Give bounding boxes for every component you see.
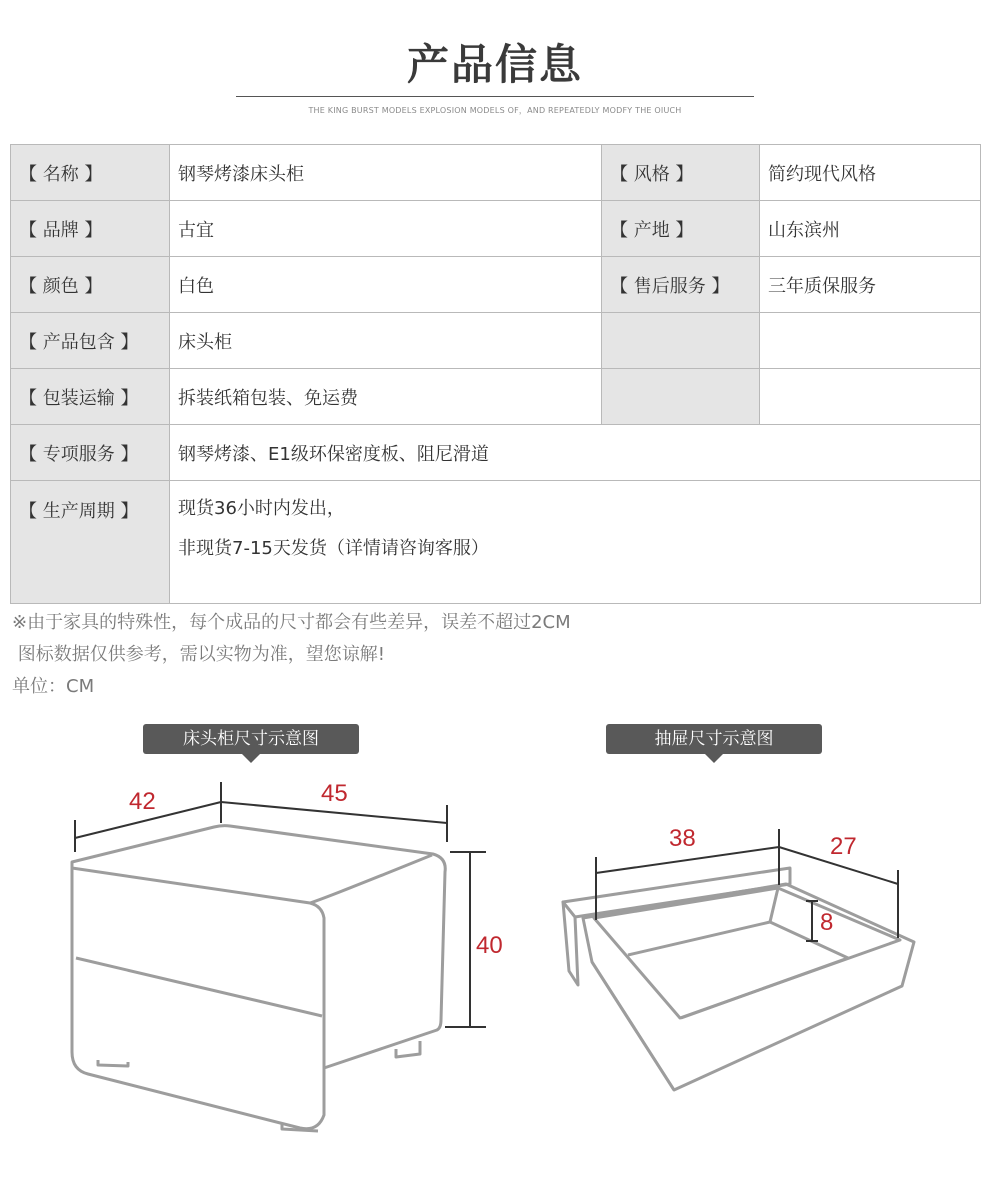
spec-value: 山东滨州 [760, 201, 981, 257]
dim-drawer-width: 38 [669, 825, 696, 852]
drawer-diagram-label: 抽屉尺寸示意图 [606, 724, 822, 754]
spec-label: 【 售后服务 】 [602, 257, 760, 313]
note-line: 图标数据仅供参考，需以实物为准，望您谅解! [12, 644, 385, 665]
dim-drawer-depth: 27 [830, 833, 857, 860]
spec-value: 白色 [170, 257, 602, 313]
dim-cabinet-width: 45 [321, 780, 348, 807]
spec-label: 【 产品包含 】 [11, 313, 170, 369]
dim-drawer-height: 8 [820, 909, 834, 936]
spec-value: 拆装纸箱包装、免运费 [170, 369, 602, 425]
spec-label: 【 产地 】 [602, 201, 760, 257]
spec-label: 【 专项服务 】 [11, 425, 170, 481]
spec-value: 钢琴烤漆、E1级环保密度板、阻尼滑道 [170, 425, 981, 481]
drawer-drawing [563, 868, 914, 1090]
dim-cabinet-height: 40 [476, 932, 503, 959]
page-subtitle: THE KING BURST MODELS EXPLOSION MODELS OF，AND REPEATEDLY MODFY THE OIUCH [308, 106, 682, 115]
spec-value: 简约现代风格 [760, 145, 981, 201]
note-line: ※由于家具的特殊性，每个成品的尺寸都会有些差异，误差不超过2CM [12, 612, 571, 633]
spec-value-line: 非现货7-15天发货（详情请咨询客服） [178, 538, 489, 559]
cabinet-diagram-label: 床头柜尺寸示意图 [143, 724, 359, 754]
page-title: 产品信息 [406, 40, 583, 89]
spec-value: 钢琴烤漆床头柜 [170, 145, 602, 201]
spec-value: 古宜 [170, 201, 602, 257]
nightstand-drawing [72, 826, 445, 1131]
spec-value-line: 现货36小时内发出， [178, 498, 345, 519]
spec-value: 三年质保服务 [760, 257, 981, 313]
dim-cabinet-depth: 42 [129, 788, 156, 815]
note-line: 单位：CM [12, 676, 95, 697]
spec-label: 【 包装运输 】 [11, 369, 170, 425]
spec-label: 【 品牌 】 [11, 201, 170, 257]
spec-value: 床头柜 [170, 313, 602, 369]
spec-label: 【 风格 】 [602, 145, 760, 201]
spec-label: 【 生产周期 】 [11, 481, 170, 604]
spec-label: 【 颜色 】 [11, 257, 170, 313]
spec-label: 【 名称 】 [11, 145, 170, 201]
